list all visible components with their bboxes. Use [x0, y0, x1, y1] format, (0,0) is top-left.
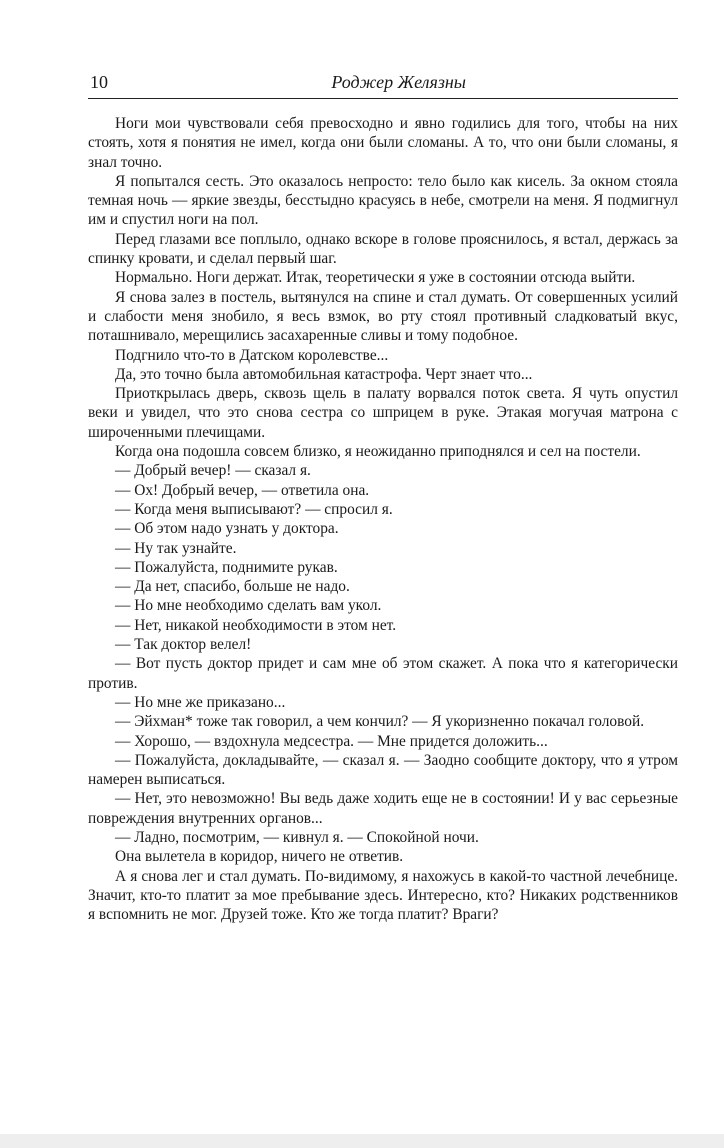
body-text — [88, 114, 678, 924]
dialogue-line: — Пожалуйста, поднимите рукав. — [115, 558, 338, 576]
dialogue-line: — Об этом надо узнать у доктора. — [115, 520, 339, 538]
paragraph: Перед глазами все поплыло, однако вскоре в голове прояснилось, я встал, держась за спинку кровати, и сделал первый шаг. — [88, 230, 678, 268]
paragraph: А я снова лег и стал думать. По-видимому, я нахожусь в какой-то частной лечебнице. Значит, кто-то платит за мое пребывание здесь. Интересно, кто? Никаких родственников я вспомнить не мог. Друзей тоже. Кто же тогда платит? Враги? — [88, 867, 678, 924]
dialogue-line: — Хорошо, — вздохнула медсестра. — Мне придется доложить... — [115, 732, 548, 750]
dialogue-line: — Да нет, спасибо, больше не надо. — [115, 578, 350, 596]
dialogue-line: — Так доктор велел! — [115, 636, 252, 654]
dialogue-line: — Вот пусть доктор придет и сам мне об этом скажет. А пока что я категорически против. — [88, 655, 678, 692]
paragraph: Когда она подошла совсем близко, я неожиданно приподнялся и сел на постели. — [115, 443, 641, 461]
dialogue-line: — Нет, никакой необходимости в этом нет. — [115, 616, 397, 634]
dialogue-line: — Эйхман* тоже так говорил, а чем кончил? — Я укоризненно покачал головой. — [115, 713, 645, 731]
dialogue-line: — Ладно, посмотрим, — кивнул я. — Спокойной ночи. — [115, 828, 479, 846]
dialogue-line: — Пожалуйста, докладывайте, — сказал я. — Заодно сообщите доктору, что я утром намерен выписаться. — [88, 751, 678, 789]
dialogue-line: — Добрый вечер! — сказал я. — [115, 462, 311, 480]
dialogue-line: — Ну так узнайте. — [115, 539, 237, 557]
page-number: 10 — [90, 72, 108, 92]
dialogue-line: — Когда меня выписывают? — спросил я. — [115, 500, 393, 518]
page-bottom-edge — [0, 1134, 724, 1148]
paragraph: Подгнило что-то в Датском королевстве... — [115, 346, 389, 364]
dialogue-line: — Ох! Добрый вечер, — ответила она. — [115, 481, 370, 499]
paragraph: Приоткрылась дверь, сквозь щель в палату ворвался поток света. Я чуть опустил веки и увидел, что это снова сестра со шприцем в руке. Этакая могучая матрона с широченными плечищами. — [88, 385, 678, 441]
paragraph: Она вылетела в коридор, ничего не ответив. — [115, 848, 404, 866]
paragraph: Я снова залез в постель, вытянулся на спине и стал думать. От совершенных усилий и слабости меня знобило, я весь взмок, во рту стоял противный сладковатый вкус, поташнивало, мерещились засахаренные сливы и тому подобное. — [88, 288, 678, 345]
paragraph: Я попытался сесть. Это оказалось непросто: тело было как кисель. За окном стояла темная ночь — яркие звезды, бесстыдно красуясь в небе, смотрели на меня. Я подмигнул им и спустил ноги на пол. — [88, 172, 678, 229]
paragraph: Да, это точно была автомобильная катастрофа. Черт знает что... — [115, 365, 533, 383]
dialogue-line: — Но мне необходимо сделать вам укол. — [115, 597, 382, 615]
dialogue-line: — Но мне же приказано... — [115, 693, 286, 711]
running-header — [88, 68, 678, 99]
dialogue-line: — Нет, это невозможно! Вы ведь даже ходить еще не в состоянии! И у вас серьезные повреждения внутренних органов... — [88, 790, 678, 827]
running-title: Роджер Желязны — [331, 72, 466, 92]
paragraph: Ноги мои чувствовали себя превосходно и явно годились для того, чтобы на них стоять, хотя я понятия не имел, когда они были сломаны. А то, что они были сломаны, я знал точно. — [88, 115, 678, 171]
paragraph: Нормально. Ноги держат. Итак, теоретически я уже в состоянии отсюда выйти. — [115, 269, 636, 287]
